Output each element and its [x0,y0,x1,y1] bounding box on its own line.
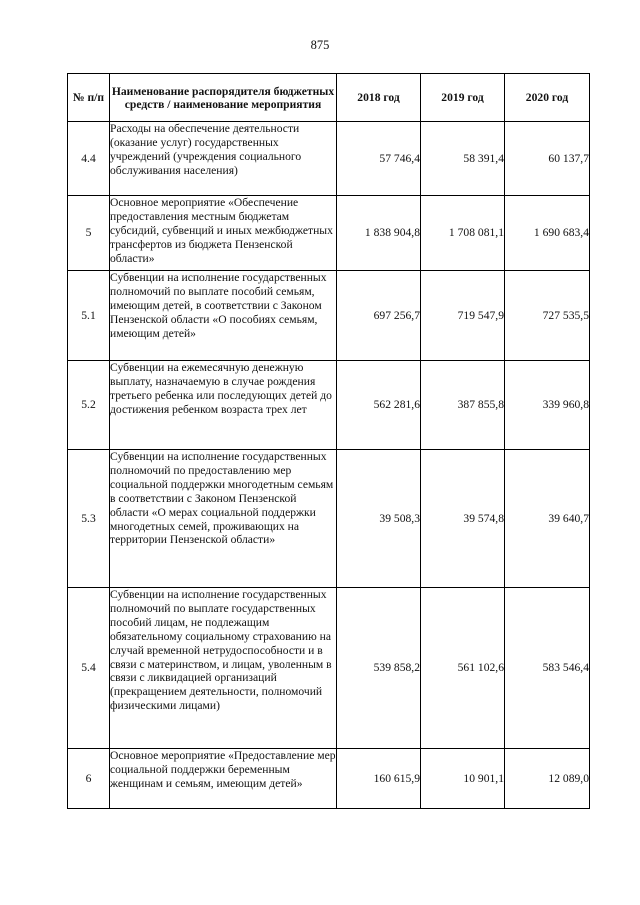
row-2019-value: 1 708 081,1 [421,196,505,271]
table-row [68,749,590,809]
row-number: 5.3 [68,450,110,588]
row-name: Основное мероприятие «Обеспечение предоставления местным бюджетам субсидий, субвенций и иных межбюджетных трансфертов из бюджета Пензенской области» [110,196,337,271]
row-number: 6 [68,749,110,809]
row-number: 5.1 [68,271,110,361]
table-header [68,74,590,122]
row-2018-value: 1 838 904,8 [337,196,421,271]
header-num: № п/п [68,74,110,122]
row-2018-value: 39 508,3 [337,450,421,588]
row-2018-value: 562 281,6 [337,361,421,450]
row-2018-value: 539 858,2 [337,588,421,749]
row-2020-value: 727 535,5 [505,271,590,361]
table-row [68,196,590,271]
header-name: Наименование распорядителя бюджетных средств / наименование мероприятия [110,74,337,122]
row-name: Субвенции на ежемесячную денежную выплату, назначаемую в случае рождения третьего ребенка или последующих детей до достижения ребенком возраста трех лет [110,361,337,450]
table-body [68,122,590,809]
row-number: 4.4 [68,122,110,196]
row-2018-value: 57 746,4 [337,122,421,196]
header-2019: 2019 год [421,74,505,122]
row-name: Субвенции на исполнение государственных полномочий по выплате государственных пособий лицам, не подлежащим обязательному социальному страхованию на случай временной нетрудоспособности и в связи с материнством, и лицам, уволенным в связи с ликвидацией организаций (прекращением деятельности, полномочий физическими лицами) [110,588,337,749]
row-2020-value: 339 960,8 [505,361,590,450]
row-2019-value: 39 574,8 [421,450,505,588]
row-2020-value: 1 690 683,4 [505,196,590,271]
row-2018-value: 697 256,7 [337,271,421,361]
row-name: Субвенции на исполнение государственных полномочий по выплате пособий семьям, имеющим детей, в соответствии с Законом Пензенской области «О пособиях семьям, имеющим детей» [110,271,337,361]
row-name: Субвенции на исполнение государственных полномочий по предоставлению мер социальной поддержки многодетным семьям в соответствии с Законом Пензенской области «О мерах социальной поддержки многодетных семей, проживающих на территории Пензенской области» [110,450,337,588]
row-2019-value: 561 102,6 [421,588,505,749]
row-2019-value: 10 901,1 [421,749,505,809]
row-number: 5 [68,196,110,271]
table-row [68,271,590,361]
row-2019-value: 58 391,4 [421,122,505,196]
table-row [68,361,590,450]
row-number: 5.4 [68,588,110,749]
row-2019-value: 719 547,9 [421,271,505,361]
row-number: 5.2 [68,361,110,450]
row-2020-value: 60 137,7 [505,122,590,196]
budget-table [67,73,590,809]
row-2020-value: 12 089,0 [505,749,590,809]
table-row [68,122,590,196]
row-2020-value: 39 640,7 [505,450,590,588]
table-row [68,450,590,588]
header-2018: 2018 год [337,74,421,122]
row-2018-value: 160 615,9 [337,749,421,809]
row-2020-value: 583 546,4 [505,588,590,749]
row-2019-value: 387 855,8 [421,361,505,450]
row-name: Расходы на обеспечение деятельности (оказание услуг) государственных учреждений (учреждения социального обслуживания населения) [110,122,337,196]
table-row [68,588,590,749]
row-name: Основное мероприятие «Предоставление мер социальной поддержки беременным женщинам и семьям, имеющим детей» [110,749,337,809]
header-2020: 2020 год [505,74,590,122]
page-number: 875 [310,38,330,52]
